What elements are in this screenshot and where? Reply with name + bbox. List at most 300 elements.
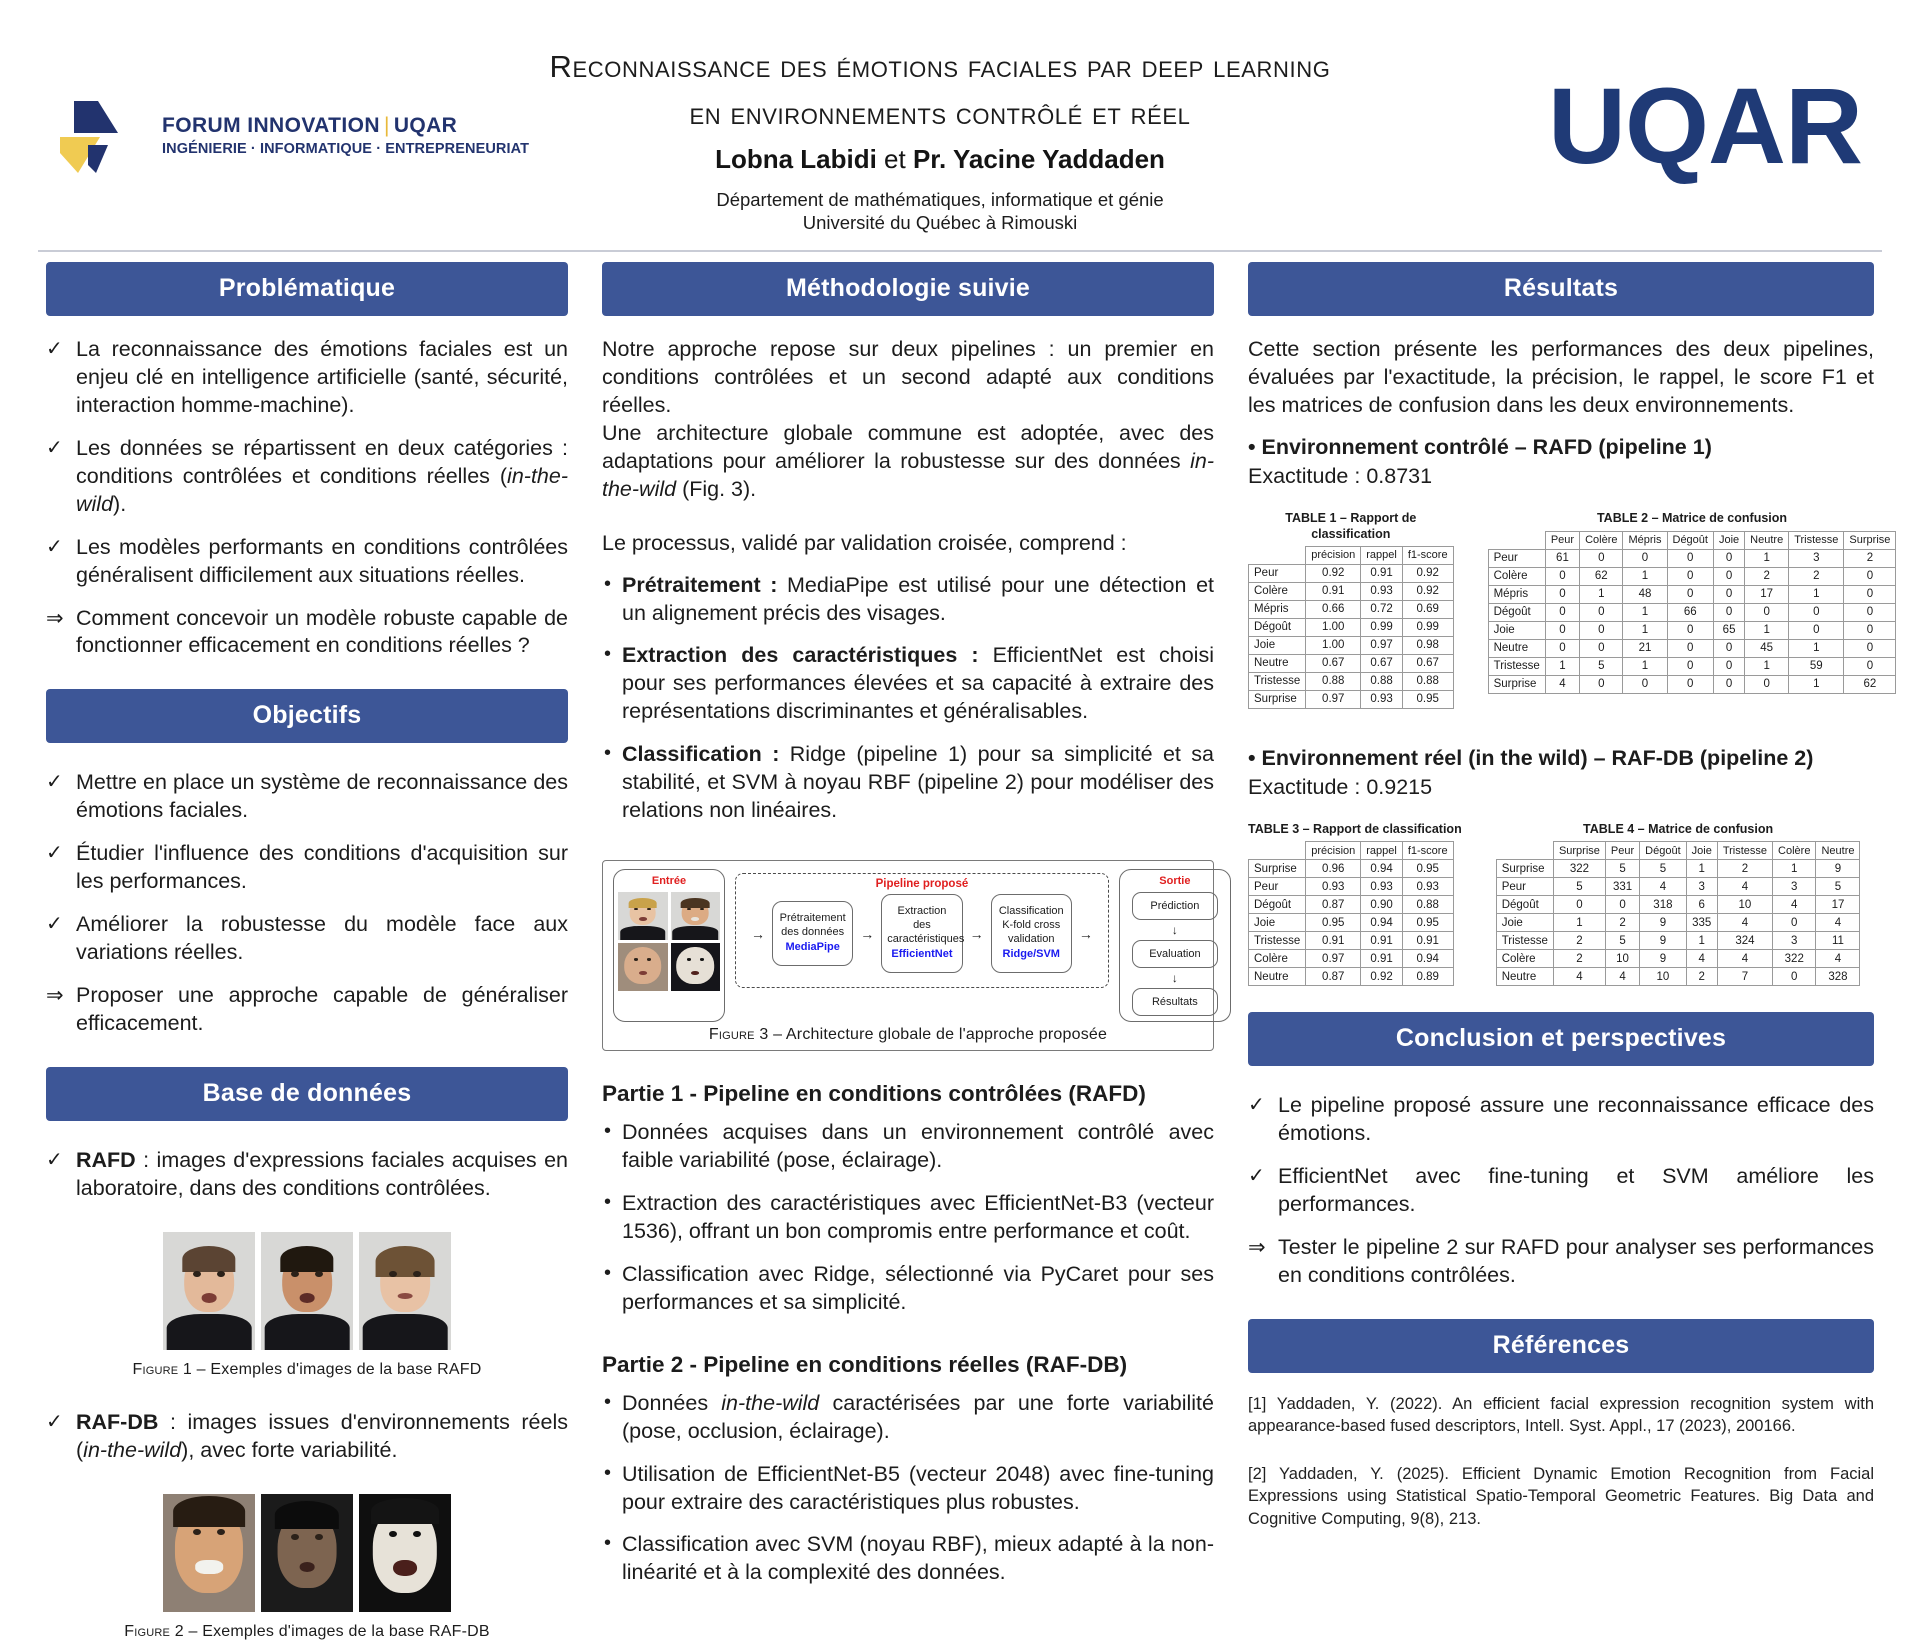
cell: 0.69 (1402, 600, 1453, 618)
conclusion-text: Le pipeline proposé assure une reconnaissance efficace des émotions. (1278, 1093, 1874, 1146)
cell: 10 (1640, 968, 1686, 986)
cell: 2 (1553, 932, 1605, 950)
stage-tech: MediaPipe (785, 941, 840, 954)
row-label: Surprise (1496, 860, 1553, 878)
cell: 3 (1789, 549, 1844, 567)
cell: 65 (1713, 621, 1744, 639)
list-item (1248, 1163, 1874, 1219)
column-header: Surprise (1553, 842, 1605, 860)
check-icon: ✓ (46, 771, 63, 794)
table-corner-cell (1249, 546, 1306, 564)
check-icon: ✓ (46, 338, 63, 360)
conclusion-text: EfficientNet avec fine-tuning et SVM améliore les performances. (1278, 1164, 1874, 1217)
cell: 1 (1789, 585, 1844, 603)
methodologie-steps (602, 572, 1214, 826)
cell: 2 (1745, 567, 1789, 585)
partie1-list (602, 1119, 1214, 1317)
cell: 0 (1623, 675, 1667, 693)
arrow-icon: → (860, 925, 875, 942)
cell: 0 (1713, 639, 1744, 657)
cell: 1 (1623, 621, 1667, 639)
row-label: Peur (1249, 878, 1306, 896)
cell: 3 (1773, 878, 1816, 896)
cell: 0.93 (1361, 878, 1403, 896)
table-row (1488, 585, 1896, 603)
architecture-input-label: Entrée (651, 875, 687, 888)
arrow-down-icon: ↓ (1171, 971, 1178, 986)
cell: 45 (1745, 639, 1789, 657)
author-primary: Lobna Labidi (715, 143, 877, 174)
table-1-title: TABLE 1 – Rapport de classification (1285, 511, 1417, 541)
column-right (1248, 262, 1891, 1641)
cell: 4 (1545, 675, 1579, 693)
figure-3-caption-text: – Architecture globale de l'approche proposée (768, 1026, 1108, 1044)
objectifs-list (46, 769, 568, 1038)
table-row (1249, 932, 1454, 950)
table-2-block (1488, 511, 1897, 693)
list-item: ✓ Les données se répartissent en deux catégories : conditions contrôlées et conditions réelles (in-the-wild). (46, 435, 568, 516)
pipeline-stage-classification (991, 894, 1072, 973)
table-row (1496, 878, 1860, 896)
cell: 0.91 (1402, 932, 1453, 950)
architecture-pipeline-label: Pipeline proposé (875, 878, 969, 891)
list-item (1248, 1092, 1874, 1148)
cell: 1 (1745, 621, 1789, 639)
row-label: Neutre (1488, 639, 1545, 657)
column-header: Dégoût (1640, 842, 1686, 860)
objectif-text: Proposer une approche capable de généraliser efficacement. (76, 983, 568, 1035)
cell: 335 (1686, 914, 1717, 932)
table-row (1249, 690, 1454, 708)
check-icon: ✓ (46, 1148, 63, 1171)
section-header-base-de-donnees: Base de données (46, 1067, 568, 1121)
cell: 0.93 (1361, 582, 1403, 600)
cell: 1 (1623, 603, 1667, 621)
table-row (1249, 914, 1454, 932)
figure-1-caption-text: – Exemples d'images de la base RAFD (192, 1360, 482, 1378)
cell: 324 (1717, 932, 1772, 950)
cell: 11 (1816, 932, 1860, 950)
tables-group-2 (1248, 822, 1874, 986)
cell: 0 (1667, 621, 1713, 639)
cell: 0.94 (1402, 950, 1453, 968)
architecture-pipeline-box (735, 873, 1109, 988)
cell: 5 (1640, 860, 1686, 878)
cell: 0 (1789, 621, 1844, 639)
table-1 (1248, 546, 1454, 709)
column-header: Mépris (1623, 531, 1667, 549)
forum-logo-line2: INGÉNIERIE · INFORMATIQUE · ENTREPRENEURIAT (162, 140, 530, 157)
cell: 0 (1745, 675, 1789, 693)
row-label: Surprise (1249, 690, 1306, 708)
table-header-row (1249, 546, 1454, 564)
cell: 0.95 (1402, 690, 1453, 708)
cell: 1 (1545, 657, 1579, 675)
cell: 0.88 (1402, 896, 1453, 914)
cell: 1 (1580, 585, 1623, 603)
dataset-desc-rafdb-b: ), avec forte variabilité. (181, 1437, 398, 1462)
table-row (1249, 878, 1454, 896)
cell: 0 (1545, 567, 1579, 585)
arrow-icon: → (969, 925, 984, 942)
cell: 318 (1640, 896, 1686, 914)
affiliation-department: Département de mathématiques, informatique et génie (716, 188, 1164, 210)
cell: 0.91 (1361, 950, 1403, 968)
cell: 322 (1553, 860, 1605, 878)
item-text-italic: in-the-wild (721, 1390, 820, 1415)
poster-header (38, 0, 1882, 262)
cell: 17 (1745, 585, 1789, 603)
cell: 1 (1745, 657, 1789, 675)
row-label: Tristesse (1249, 932, 1306, 950)
column-header: Peur (1605, 842, 1639, 860)
cell: 0 (1789, 603, 1844, 621)
architecture-output-panel (1119, 869, 1231, 1022)
cell: 0 (1580, 549, 1623, 567)
dataset-label-rafd: RAFD (76, 1147, 136, 1172)
row-label: Dégoût (1249, 896, 1306, 914)
cell: 1 (1623, 657, 1667, 675)
table-row (1488, 549, 1896, 567)
base-de-donnees-list-2 (46, 1409, 568, 1465)
cell: 0.92 (1402, 582, 1453, 600)
check-icon: ✓ (1248, 1165, 1265, 1188)
cell: 0.92 (1402, 564, 1453, 582)
cell: 0 (1844, 657, 1896, 675)
partie2-list (602, 1390, 1214, 1588)
list-item: • Classification avec SVM (noyau RBF), mieux adapté à la non-linéarité et à la complexité des données. (602, 1531, 1214, 1587)
cell: 0 (1545, 603, 1579, 621)
cell: 48 (1623, 585, 1667, 603)
table-4 (1496, 841, 1861, 986)
list-item (46, 911, 568, 967)
figure-2-caption (46, 1623, 568, 1641)
cell: 0 (1605, 896, 1639, 914)
cell: 2 (1605, 914, 1639, 932)
check-icon: ✓ (46, 842, 63, 865)
cell: 0 (1580, 675, 1623, 693)
row-label: Tristesse (1488, 657, 1545, 675)
cell: 0.91 (1306, 932, 1361, 950)
cell: 0.94 (1361, 914, 1403, 932)
cell: 0.97 (1306, 690, 1361, 708)
table-header-row (1249, 842, 1454, 860)
dataset-desc-rafd: : images d'expressions faciales acquises en laboratoire, dans des conditions contrôlées. (76, 1147, 568, 1200)
column-header: Peur (1545, 531, 1579, 549)
stage-tech: Ridge/SVM (1002, 948, 1060, 961)
cell: 4 (1717, 950, 1772, 968)
table-row (1496, 950, 1860, 968)
cell: 5 (1605, 860, 1639, 878)
methodologie-intro-2-italic: in-the-wild (602, 448, 1214, 501)
output-step-prediction: Prédiction (1132, 892, 1218, 920)
cell: 61 (1545, 549, 1579, 567)
arrow-right-icon: ⇒ (1248, 1236, 1266, 1260)
cell: 328 (1816, 968, 1860, 986)
methodologie-process-lead: Le processus, validé par validation croisée, comprend : (602, 530, 1127, 555)
dataset-label-rafdb: RAF-DB (76, 1409, 159, 1434)
check-icon: ✓ (46, 913, 63, 936)
input-sample-image (671, 892, 721, 940)
table-row (1249, 564, 1454, 582)
table-row (1249, 968, 1454, 986)
objectif-text: Étudier l'influence des conditions d'acquisition sur les performances. (76, 841, 568, 894)
objectif-text: Améliorer la robustesse du modèle face aux variations réelles. (76, 912, 568, 965)
table-2-title: TABLE 2 – Matrice de confusion (1596, 511, 1788, 526)
dataset-desc-rafdb-a: : images issues d'environnements réels ( (76, 1409, 568, 1462)
row-label: Surprise (1488, 675, 1545, 693)
cell: 0 (1667, 567, 1713, 585)
table-row (1249, 582, 1454, 600)
rafd-sample-image (163, 1232, 255, 1350)
column-middle (602, 262, 1214, 1641)
step-label: Prétraitement : (622, 572, 778, 597)
cell: 3 (1773, 932, 1816, 950)
list-item (46, 982, 568, 1038)
figure-3-caption-label: Figure 3 (708, 1026, 769, 1044)
cell: 0.88 (1361, 672, 1403, 690)
cell: 0.67 (1306, 654, 1361, 672)
arrow-icon: → (1078, 925, 1093, 942)
cell: 0 (1545, 585, 1579, 603)
cell: 5 (1605, 932, 1639, 950)
column-header: précision (1306, 842, 1361, 860)
architecture-pipeline-panel (731, 869, 1113, 1022)
column-header: Joie (1686, 842, 1717, 860)
table-row (1488, 621, 1896, 639)
section-header-problematique: Problématique (46, 262, 568, 316)
cell: 3 (1686, 878, 1717, 896)
list-item: • Données acquises dans un environnement contrôlé avec faible variabilité (pose, éclairage). (602, 1119, 1214, 1175)
cell: 0 (1773, 968, 1816, 986)
cell: 1 (1773, 860, 1816, 878)
row-label: Peur (1496, 878, 1553, 896)
table-header-row (1496, 842, 1860, 860)
cell: 0.88 (1306, 672, 1361, 690)
pipeline-stage-preprocessing (772, 901, 853, 966)
arrow-down-icon: ↓ (1171, 923, 1178, 938)
cell: 9 (1816, 860, 1860, 878)
header-divider (38, 250, 1882, 252)
row-label: Surprise (1249, 860, 1306, 878)
cell: 0.95 (1306, 914, 1361, 932)
stage-title: Extraction des caractéristiques (887, 905, 965, 945)
cell: 4 (1773, 896, 1816, 914)
table-corner-cell (1249, 842, 1306, 860)
table-corner-cell (1496, 842, 1553, 860)
cell: 9 (1640, 932, 1686, 950)
cell: 0.95 (1402, 860, 1453, 878)
cell: 4 (1605, 968, 1639, 986)
cell: 4 (1640, 878, 1686, 896)
cell: 0 (1667, 675, 1713, 693)
column-header: Joie (1713, 531, 1744, 549)
resultats-env2-accuracy: Exactitude : 0.9215 (1248, 775, 1433, 800)
row-label: Joie (1249, 636, 1306, 654)
cell: 0 (1553, 896, 1605, 914)
section-header-conclusion: Conclusion et perspectives (1248, 1012, 1874, 1066)
column-header: f1-score (1402, 546, 1453, 564)
step-text: MediaPipe est utilisé pour une détection et un alignement précis des visages. (622, 572, 1214, 625)
author-secondary: Pr. Yacine Yaddaden (912, 143, 1165, 174)
section-header-resultats: Résultats (1248, 262, 1874, 316)
cell: 0 (1713, 567, 1744, 585)
figure-1-caption (46, 1361, 568, 1379)
cell: 10 (1717, 896, 1772, 914)
figure-2 (46, 1494, 568, 1641)
list-item: ✓ Les modèles performants en conditions contrôlées généralisent difficilement aux situations réelles. (46, 534, 568, 587)
cell: 0 (1545, 621, 1579, 639)
input-sample-image (671, 943, 721, 991)
cell: 0.94 (1361, 860, 1403, 878)
output-step-results: Résultats (1132, 988, 1218, 1016)
conclusion-text: Tester le pipeline 2 sur RAFD pour analyser ses performances en conditions contrôlées. (1278, 1235, 1874, 1288)
cell: 0.93 (1402, 878, 1453, 896)
resultats-env1-heading: • Environnement contrôlé – RAFD (pipeline 1) (1248, 434, 1712, 459)
row-label: Neutre (1249, 654, 1306, 672)
table-row (1488, 675, 1896, 693)
cell: 59 (1789, 657, 1844, 675)
partie2-heading: Partie 2 - Pipeline en conditions réelles (RAF-DB) (602, 1351, 1128, 1377)
table-3 (1248, 841, 1454, 986)
cell: 0.66 (1306, 600, 1361, 618)
table-3-title: TABLE 3 – Rapport de classification (1248, 822, 1462, 837)
column-header: Neutre (1745, 531, 1789, 549)
cell: 4 (1816, 950, 1860, 968)
cell: 0.91 (1306, 582, 1361, 600)
cell: 1 (1745, 549, 1789, 567)
methodologie-intro-2b: (Fig. 3). (676, 476, 757, 501)
cell: 9 (1640, 914, 1686, 932)
cell: 4 (1816, 914, 1860, 932)
cell: 1 (1686, 860, 1717, 878)
figure-3-caption (613, 1026, 1203, 1044)
column-header: rappel (1361, 546, 1403, 564)
cell: 0.90 (1361, 896, 1403, 914)
step-label: Extraction des caractéristiques : (622, 643, 979, 668)
cell: 9 (1640, 950, 1686, 968)
cell: 0.67 (1361, 654, 1403, 672)
row-label: Dégoût (1249, 618, 1306, 636)
table-row (1496, 914, 1860, 932)
author-conjunction: et (876, 143, 913, 174)
row-label: Tristesse (1496, 932, 1553, 950)
item-text-a: Données (622, 1390, 722, 1415)
check-icon: ✓ (46, 1410, 63, 1433)
cell: 331 (1605, 878, 1639, 896)
cell: 4 (1686, 950, 1717, 968)
row-label: Mépris (1488, 585, 1545, 603)
cell: 0 (1844, 585, 1896, 603)
tables-group-1 (1248, 511, 1891, 709)
table-3-block (1248, 822, 1462, 986)
column-header: précision (1306, 546, 1361, 564)
cell: 4 (1717, 914, 1772, 932)
row-label: Neutre (1249, 968, 1306, 986)
figure-2-caption-text: – Exemples d'images de la base RAF-DB (183, 1622, 490, 1640)
cell: 0.72 (1361, 600, 1403, 618)
cell: 5 (1580, 657, 1623, 675)
cell: 0.96 (1306, 860, 1361, 878)
partie1-heading: Partie 1 - Pipeline en conditions contrôlées (RAFD) (602, 1081, 1146, 1107)
forum-logo-divider: | (383, 113, 390, 137)
table-row (1496, 860, 1860, 878)
authors-line (438, 144, 1442, 175)
row-label: Joie (1496, 914, 1553, 932)
table-row (1496, 932, 1860, 950)
table-4-title: TABLE 4 – Matrice de confusion (1583, 822, 1774, 837)
table-row (1488, 603, 1896, 621)
list-item (46, 840, 568, 896)
output-step-evaluation: Evaluation (1132, 940, 1218, 968)
column-header: rappel (1361, 842, 1403, 860)
input-sample-image (618, 943, 668, 991)
cell: 0 (1745, 603, 1789, 621)
row-label: Colère (1496, 950, 1553, 968)
figure-1 (46, 1232, 568, 1379)
table-row (1249, 600, 1454, 618)
arrow-right-icon: ⇒ (46, 984, 64, 1007)
cell: 0 (1773, 914, 1816, 932)
cell: 0.99 (1361, 618, 1403, 636)
cell: 6 (1686, 896, 1717, 914)
list-item (46, 769, 568, 825)
table-row (1249, 654, 1454, 672)
cell: 0 (1545, 639, 1579, 657)
list-item (602, 741, 1214, 825)
rafdb-sample-image (163, 1494, 255, 1612)
cell: 0 (1623, 549, 1667, 567)
cell: 0 (1580, 639, 1623, 657)
cell: 0.92 (1306, 564, 1361, 582)
cell: 0.93 (1361, 690, 1403, 708)
list-item (602, 572, 1214, 628)
rafd-sample-image (261, 1232, 353, 1350)
forum-logo-unit: UQAR (393, 113, 458, 137)
table-row (1249, 860, 1454, 878)
poster-title-line1: Reconnaissance des émotions faciales par deep learning (549, 49, 1331, 84)
step-text: EfficientNet est choisi pour ses performances élevées et sa capacité à extraire des représentations discriminantes et généralisables. (622, 643, 1214, 724)
row-label: Dégoût (1496, 896, 1553, 914)
row-label: Tristesse (1249, 672, 1306, 690)
table-header-row (1488, 531, 1896, 549)
figure-2-caption-label: Figure 2 (124, 1622, 184, 1640)
table-row (1249, 636, 1454, 654)
cell: 21 (1623, 639, 1667, 657)
list-item: • Utilisation de EfficientNet-B5 (vecteur 2048) avec fine-tuning pour extraire des caractéristiques plus robustes. (602, 1461, 1214, 1517)
cell: 2 (1686, 968, 1717, 986)
poster-title-line2: en environnements contrôlé et réel (689, 95, 1191, 131)
row-label: Mépris (1249, 600, 1306, 618)
row-label: Colère (1488, 567, 1545, 585)
cell: 1 (1789, 675, 1844, 693)
column-header: Tristesse (1789, 531, 1844, 549)
cell: 0 (1713, 549, 1744, 567)
list-item: ✓ La reconnaissance des émotions faciales est un enjeu clé en intelligence artificielle (santé, sécurité, interaction homme-machine). (46, 337, 568, 417)
cell: 0.97 (1361, 636, 1403, 654)
step-label: Classification : (622, 742, 780, 767)
cell: 5 (1553, 878, 1605, 896)
cell: 2 (1553, 950, 1605, 968)
architecture-output-label: Sortie (1159, 875, 1191, 888)
check-icon: ✓ (46, 436, 63, 459)
list-item (46, 1409, 568, 1465)
title-block (438, 48, 1442, 235)
cell: 0 (1844, 567, 1896, 585)
pipeline-stage-extraction (881, 894, 965, 973)
reference-item: [2] Yaddaden, Y. (2025). Efficient Dynamic Emotion Recognition from Facial Expressions using Statistical Spatio-Temporal Geometric Features. Big Data and Cognitive Computing, 9(8), 213. (1248, 1465, 1874, 1528)
cell: 1 (1789, 639, 1844, 657)
